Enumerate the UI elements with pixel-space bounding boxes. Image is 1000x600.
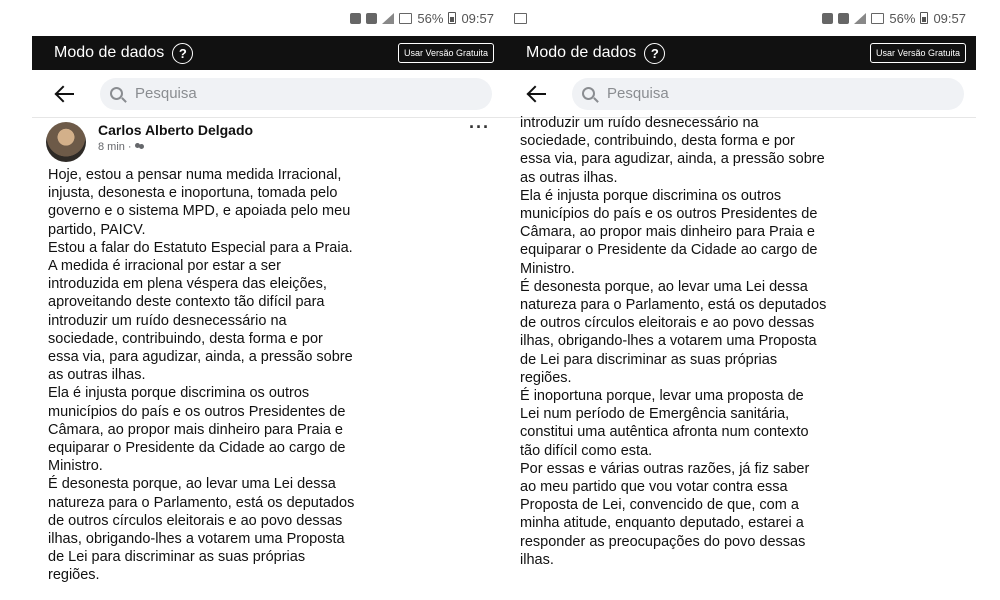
phone-screen-right <box>504 0 976 600</box>
search-input[interactable] <box>100 78 492 110</box>
post-text-line: minha atitude, enquanto deputado, estarei a <box>520 515 804 532</box>
signal-icon <box>854 13 866 24</box>
post-text-line: É inoportuna porque, levar uma proposta de <box>520 388 804 405</box>
post-text-line: ilhas. <box>520 551 554 568</box>
post-text-line: Ministro. <box>520 260 575 277</box>
post-text-line: É desonesta porque, ao levar uma Lei dessa <box>48 476 336 493</box>
search-placeholder: Pesquisa <box>607 85 669 102</box>
post-text-line: partido, PAICV. <box>48 221 146 238</box>
battery-icon <box>920 12 928 24</box>
friends-icon <box>135 143 145 151</box>
data-saver-icon <box>838 13 849 24</box>
data-saver-icon <box>366 13 377 24</box>
search-input[interactable] <box>572 78 964 110</box>
post-text-line: introduzida em plena véspera das eleições, <box>48 276 327 293</box>
post-text-line: equiparar o Presidente da Cidade ao cargo de <box>520 242 818 259</box>
post-text-line: Ela é injusta porque discrimina os outros <box>520 187 782 204</box>
post-text-line: A medida é irracional por estar a ser <box>48 258 281 275</box>
free-version-button[interactable]: Usar Versão Gratuita <box>870 43 966 63</box>
magnifier-icon <box>582 87 595 100</box>
post-text-line: Proposta de Lei, convencido de que, com a <box>520 497 799 514</box>
free-version-button[interactable]: Usar Versão Gratuita <box>398 43 494 63</box>
post-text-line: introduzir um ruído desnecessário na <box>520 115 759 131</box>
data-mode-title: Modo de dados <box>54 44 165 61</box>
data-mode-title: Modo de dados <box>526 44 637 61</box>
question-circle-icon[interactable]: ? <box>644 43 665 64</box>
status-bar <box>32 0 504 36</box>
post-text-line: introduzir um ruído desnecessário na <box>48 312 287 329</box>
battery-percent: 56% <box>417 10 444 26</box>
author-name[interactable]: Carlos Alberto Delgado <box>98 122 254 138</box>
sim-icon <box>399 13 412 24</box>
notification-icon <box>822 13 833 24</box>
phone-screen-left <box>32 0 504 600</box>
battery-percent: 56% <box>889 10 916 26</box>
post-text-line: ilhas, obrigando-lhes a votarem uma Proposta <box>520 333 817 350</box>
status-bar <box>504 0 976 36</box>
magnifier-icon <box>110 87 123 100</box>
post-time[interactable]: 8 min <box>98 141 125 153</box>
search-row <box>32 70 504 118</box>
post-text-line: equiparar o Presidente da Cidade ao cargo de <box>48 440 346 457</box>
post-text-line: É desonesta porque, ao levar uma Lei dessa <box>520 278 808 295</box>
sim-icon <box>871 13 884 24</box>
post-text-line: ilhas, obrigando-lhes a votarem uma Proposta <box>48 531 345 548</box>
post-text <box>504 114 976 569</box>
post-header <box>32 118 504 162</box>
post-text-line: aproveitando deste contexto tão difícil para <box>48 294 325 311</box>
clock: 09:57 <box>933 10 966 26</box>
post-meta: 8 min · <box>98 141 253 153</box>
data-mode-bar <box>32 36 504 70</box>
post-text-line: tão difícil como esta. <box>520 442 653 459</box>
post-text-line: injusta, desonesta e inoportuna, tomada pelo <box>48 185 338 202</box>
search-placeholder: Pesquisa <box>135 85 197 102</box>
post-text-line: essa via, para agudizar, ainda, a pressão sobre <box>520 151 825 168</box>
post-text-line: natureza para o Parlamento, está os deputados <box>48 494 355 511</box>
post-text-line: as outras ilhas. <box>48 367 146 384</box>
data-mode-bar <box>504 36 976 70</box>
search-row <box>504 70 976 118</box>
arrow-left-icon[interactable] <box>52 82 80 106</box>
post-text-line: natureza para o Parlamento, está os deputados <box>520 297 827 314</box>
post-text-line: sociedade, contribuindo, desta forma e por <box>520 133 795 150</box>
post-text-line: governo e o sistema MPD, e apoiada pelo meu <box>48 203 351 220</box>
post-text-line: Ministro. <box>48 458 103 475</box>
post-text-line: de outros círculos eleitorais e ao povo dessas <box>48 512 343 529</box>
clock: 09:57 <box>461 10 494 26</box>
post-text-line: Por essas e várias outras razões, já fiz saber <box>520 460 810 477</box>
post-text-line: municípios do país e os outros Presidentes de <box>520 206 818 223</box>
notification-icon <box>350 13 361 24</box>
arrow-left-icon[interactable] <box>524 82 552 106</box>
post-text-line: de Lei para discriminar as suas próprias <box>520 351 778 368</box>
author-block <box>98 122 253 153</box>
post-text-line: Lei num período de Emergência sanitária, <box>520 406 790 423</box>
post-text-line: Câmara, ao propor mais dinheiro para Praia e <box>520 224 815 241</box>
image-icon <box>514 13 527 24</box>
post-text-line: regiões. <box>520 369 572 386</box>
avatar[interactable] <box>46 122 86 162</box>
post-text-line: as outras ilhas. <box>520 169 618 186</box>
post-text-line: de outros círculos eleitorais e ao povo dessas <box>520 315 815 332</box>
post-text-line: regiões. <box>48 567 100 584</box>
post-text-line: essa via, para agudizar, ainda, a pressão sobre <box>48 349 353 366</box>
post-text-line: responder as preocupações do povo dessas <box>520 533 806 550</box>
post-text-line: de Lei para discriminar as suas próprias <box>48 549 306 566</box>
post-text-line: Ela é injusta porque discrimina os outros <box>48 385 310 402</box>
post-text-line: municípios do país e os outros Presidentes de <box>48 403 346 420</box>
post-text-line: sociedade, contribuindo, desta forma e por <box>48 330 323 347</box>
question-circle-icon[interactable]: ? <box>172 43 193 64</box>
post-text <box>32 166 504 585</box>
post-text-line: ao meu partido que vou votar contra essa <box>520 479 788 496</box>
ellipsis-icon[interactable]: ··· <box>469 117 490 137</box>
post-text-line: Hoje, estou a pensar numa medida Irracional, <box>48 167 342 183</box>
battery-icon <box>448 12 456 24</box>
post-text-line: Estou a falar do Estatuto Especial para a Praia. <box>48 239 353 256</box>
post-text-line: Câmara, ao propor mais dinheiro para Praia e <box>48 421 343 438</box>
post-text-line: constitui uma autêntica afronta num contexto <box>520 424 809 441</box>
signal-icon <box>382 13 394 24</box>
